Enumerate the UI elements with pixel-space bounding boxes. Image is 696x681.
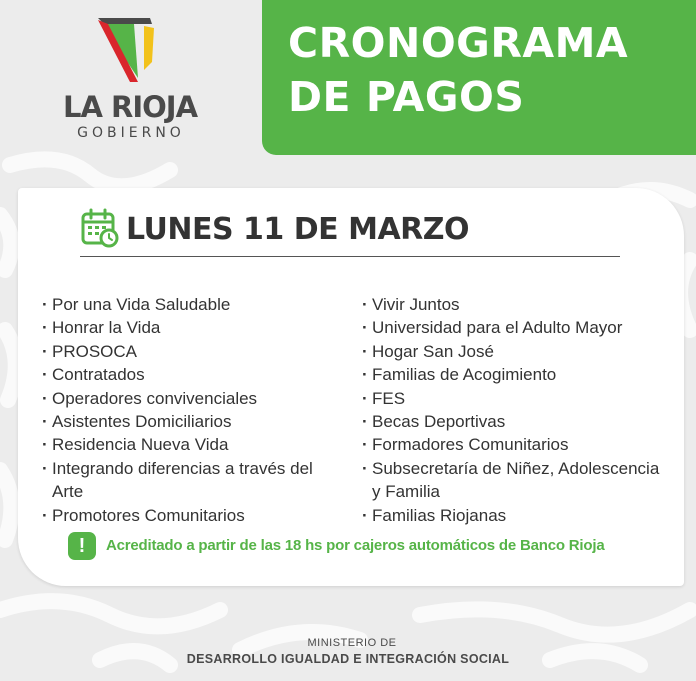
list-item: · Familias Riojanas	[362, 504, 672, 527]
notice-text: Acreditado a partir de las 18 hs por cajeros automáticos de Banco Rioja	[106, 537, 605, 554]
list-item: · Universidad para el Adulto Mayor	[362, 316, 672, 339]
header-banner	[262, 0, 696, 155]
list-item: · PROSOCA	[42, 340, 342, 363]
program-list-left	[42, 293, 342, 527]
brand-name: LA RIOJA	[62, 90, 198, 124]
list-item: · Subsecretaría de Niñez, Adolescencia y Familia	[362, 457, 672, 504]
ministry-line-1: MINISTERIO DE	[307, 637, 397, 649]
ministry-line-2: DESARROLLO IGUALDAD E INTEGRACIÓN SOCIAL	[186, 652, 510, 666]
schedule-card	[18, 188, 684, 586]
list-item: · Residencia Nueva Vida	[42, 433, 342, 456]
list-item: · Vivir Juntos	[362, 293, 672, 316]
list-item: · Integrando diferencias a través del Arte	[42, 457, 342, 504]
date-title: LUNES 11 DE MARZO	[126, 212, 470, 247]
exclamation-icon: !	[68, 532, 96, 560]
title-divider	[80, 256, 620, 257]
list-item: · Asistentes Domiciliarios	[42, 410, 342, 433]
list-item: · Honrar la Vida	[42, 316, 342, 339]
la-rioja-logo	[52, 12, 212, 140]
la-rioja-emblem-icon	[94, 14, 158, 86]
list-item: · Por una Vida Saludable	[42, 293, 342, 316]
title-line-1: CRONOGRAMA	[288, 19, 629, 67]
list-item: · Contratados	[42, 363, 342, 386]
brand-subtitle: GOBIERNO	[77, 125, 185, 141]
payment-notice	[68, 532, 668, 562]
list-item: · Becas Deportivas	[362, 410, 672, 433]
ministry-footer	[0, 636, 696, 668]
list-item: · Hogar San José	[362, 340, 672, 363]
list-item: · Operadores convivenciales	[42, 387, 342, 410]
calendar-clock-icon	[80, 208, 120, 248]
page-title	[288, 16, 628, 124]
title-line-2: DE PAGOS	[288, 73, 525, 121]
list-item: · Promotores Comunitarios	[42, 504, 342, 527]
list-item: · Formadores Comunitarios	[362, 433, 672, 456]
list-item: · Familias de Acogimiento	[362, 363, 672, 386]
program-list-right	[362, 293, 672, 527]
list-item: · FES	[362, 387, 672, 410]
